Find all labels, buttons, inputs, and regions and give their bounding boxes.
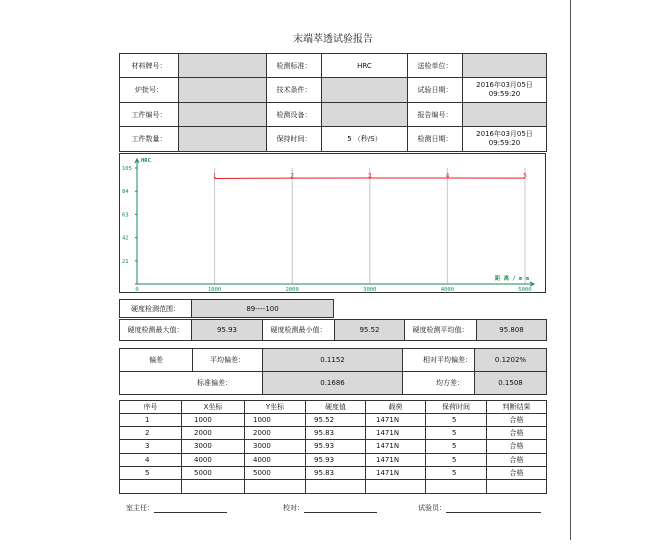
device-field[interactable] xyxy=(322,103,408,127)
tester-label: 试验员： xyxy=(418,504,446,512)
hardness-chart xyxy=(119,153,546,293)
cell-hold-time: 5 xyxy=(426,466,487,479)
furnace-label: 炉批号： xyxy=(120,78,179,103)
hardness-chart-svg xyxy=(120,154,545,292)
min-label: 硬度检测最小值： xyxy=(263,320,335,341)
cell-load: 1471N xyxy=(366,453,426,466)
checker-signature xyxy=(283,503,377,513)
test-date-value: 2016年03月05日 xyxy=(476,81,533,89)
cell-hardness: 95.52 xyxy=(306,414,366,427)
cell-hold-time: 5 xyxy=(426,427,487,440)
check-time-value: 09:59:20 xyxy=(488,139,521,147)
furnace-field[interactable] xyxy=(179,78,267,103)
results-table xyxy=(119,400,547,494)
page-edge-line xyxy=(570,0,571,540)
header-result: 判断结果 xyxy=(487,401,547,414)
material-no-field[interactable] xyxy=(179,54,267,78)
cell-x: 1000 xyxy=(182,414,245,427)
work-count-field[interactable] xyxy=(179,127,267,152)
checker-label: 校对： xyxy=(283,504,304,512)
cell-result: 合格 xyxy=(487,414,547,427)
std-dev-value: 0.1686 xyxy=(263,372,403,395)
avg-dev-label: 平均偏差： xyxy=(193,349,263,372)
stats-table xyxy=(119,319,547,341)
x-tick-label: 4000 xyxy=(440,287,455,292)
header-load: 载荷 xyxy=(366,401,426,414)
cell-load: 1471N xyxy=(366,466,426,479)
table-row xyxy=(120,427,547,440)
check-date-field[interactable] xyxy=(463,127,547,152)
max-label: 硬度检测最大值： xyxy=(120,320,192,341)
director-sign-line[interactable] xyxy=(154,503,227,513)
header-index: 序号 xyxy=(120,401,182,414)
avg-dev-value: 0.1152 xyxy=(263,349,403,372)
avg-value: 95.808 xyxy=(477,320,547,341)
work-no-label: 工件编号： xyxy=(120,103,179,127)
table-row xyxy=(120,479,547,493)
cell-load: 1471N xyxy=(366,427,426,440)
cell-hardness: 95.83 xyxy=(306,466,366,479)
x-tick-label: 1000 xyxy=(207,287,222,292)
hold-label: 保持时间： xyxy=(267,127,322,152)
y-tick-label: 63 xyxy=(122,212,129,219)
avg-label: 硬度检测平均值： xyxy=(405,320,477,341)
header-hold-time: 保荷时间 xyxy=(426,401,487,414)
info-table xyxy=(119,53,547,152)
x-tick-label: 0 xyxy=(135,287,139,292)
table-row xyxy=(120,466,547,479)
director-label: 室主任： xyxy=(126,504,154,512)
data-point-label: 4 xyxy=(445,172,450,180)
send-unit-label: 送检单位： xyxy=(408,54,463,78)
dev-label: 偏差 xyxy=(120,349,193,372)
x-tick-label: 3000 xyxy=(363,287,377,292)
director-signature xyxy=(126,503,227,513)
standard-label: 检测标准： xyxy=(267,54,322,78)
y-tick-label: 42 xyxy=(122,235,129,242)
data-point-label: 1 xyxy=(212,172,217,180)
range-value: 89----100 xyxy=(192,300,334,318)
work-no-field[interactable] xyxy=(179,103,267,127)
table-row xyxy=(120,414,547,427)
cell-y: 5000 xyxy=(245,466,306,479)
data-point-label: 2 xyxy=(290,172,295,180)
data-point-label: 5 xyxy=(523,172,527,180)
table-row xyxy=(120,440,547,453)
cell-x: 4000 xyxy=(182,453,245,466)
cell-hold-time: 5 xyxy=(426,414,487,427)
checker-sign-line[interactable] xyxy=(304,503,377,513)
cell-load: 1471N xyxy=(366,440,426,453)
cell-x xyxy=(182,479,245,493)
deviation-table xyxy=(119,348,547,395)
test-time-value: 09:59:20 xyxy=(488,90,521,98)
x-axis-label: 距 离 / m m xyxy=(494,276,529,282)
standard-field[interactable]: HRC xyxy=(322,54,408,78)
work-count-label: 工件数量： xyxy=(120,127,179,152)
device-label: 检测设备： xyxy=(267,103,322,127)
tester-sign-line[interactable] xyxy=(446,503,541,513)
rel-avg-dev-label: 相对平均偏差： xyxy=(403,349,475,372)
test-date-field[interactable] xyxy=(463,78,547,103)
tester-signature xyxy=(418,503,541,513)
check-date-value: 2016年03月05日 xyxy=(476,130,533,138)
cell-x: 3000 xyxy=(182,440,245,453)
cell-hold-time: 5 xyxy=(426,453,487,466)
send-unit-field[interactable] xyxy=(463,54,547,78)
report-no-label: 报告编号： xyxy=(408,103,463,127)
table-row xyxy=(120,453,547,466)
header-hardness: 硬度值 xyxy=(306,401,366,414)
tech-label: 技术条件： xyxy=(267,78,322,103)
header-x: X坐标 xyxy=(182,401,245,414)
cell-x: 2000 xyxy=(182,427,245,440)
cell-result: 合格 xyxy=(487,453,547,466)
cell-index: 4 xyxy=(120,453,182,466)
cell-load: 1471N xyxy=(366,414,426,427)
std-dev-label: 标准偏差： xyxy=(120,372,263,395)
cell-hardness: 95.93 xyxy=(306,440,366,453)
cell-hardness: 95.83 xyxy=(306,427,366,440)
header-y: Y坐标 xyxy=(245,401,306,414)
cell-result: 合格 xyxy=(487,466,547,479)
cell-x: 5000 xyxy=(182,466,245,479)
stats-range-table xyxy=(119,299,334,318)
tech-field[interactable] xyxy=(322,78,408,103)
cell-hold-time: 5 xyxy=(426,440,487,453)
cell-hardness xyxy=(306,479,366,493)
report-no-field[interactable] xyxy=(463,103,547,127)
hold-field[interactable]: 5 （秒/S） xyxy=(322,127,408,152)
cell-y: 3000 xyxy=(245,440,306,453)
check-date-label: 检测日期： xyxy=(408,127,463,152)
cell-index: 1 xyxy=(120,414,182,427)
material-no-label: 材料牌号： xyxy=(120,54,179,78)
cell-index xyxy=(120,479,182,493)
cell-hold-time xyxy=(426,479,487,493)
mean-sq-label: 均方差： xyxy=(403,372,475,395)
y-tick-label: 105 xyxy=(122,166,132,172)
cell-hardness: 95.93 xyxy=(306,453,366,466)
data-point-label: 3 xyxy=(367,172,372,180)
test-date-label: 试验日期： xyxy=(408,78,463,103)
y-tick-label: 21 xyxy=(122,258,129,265)
cell-y: 2000 xyxy=(245,427,306,440)
cell-index: 2 xyxy=(120,427,182,440)
mean-sq-value: 0.1508 xyxy=(475,372,547,395)
cell-y xyxy=(245,479,306,493)
x-tick-label: 5000 xyxy=(518,287,532,292)
cell-result: 合格 xyxy=(487,440,547,453)
report-title: 末端萃透试验报告 xyxy=(293,34,373,45)
cell-result xyxy=(487,479,547,493)
cell-index: 3 xyxy=(120,440,182,453)
y-tick-label: 84 xyxy=(122,189,129,196)
rel-avg-dev-value: 0.1202% xyxy=(475,349,547,372)
y-axis-label: HRC xyxy=(141,158,151,164)
max-value: 95.93 xyxy=(192,320,263,341)
cell-index: 5 xyxy=(120,466,182,479)
range-label: 硬度检测范围： xyxy=(120,300,192,318)
cell-y: 1000 xyxy=(245,414,306,427)
cell-load xyxy=(366,479,426,493)
x-tick-label: 2000 xyxy=(285,287,299,292)
cell-y: 4000 xyxy=(245,453,306,466)
min-value: 95.52 xyxy=(335,320,405,341)
cell-result: 合格 xyxy=(487,427,547,440)
